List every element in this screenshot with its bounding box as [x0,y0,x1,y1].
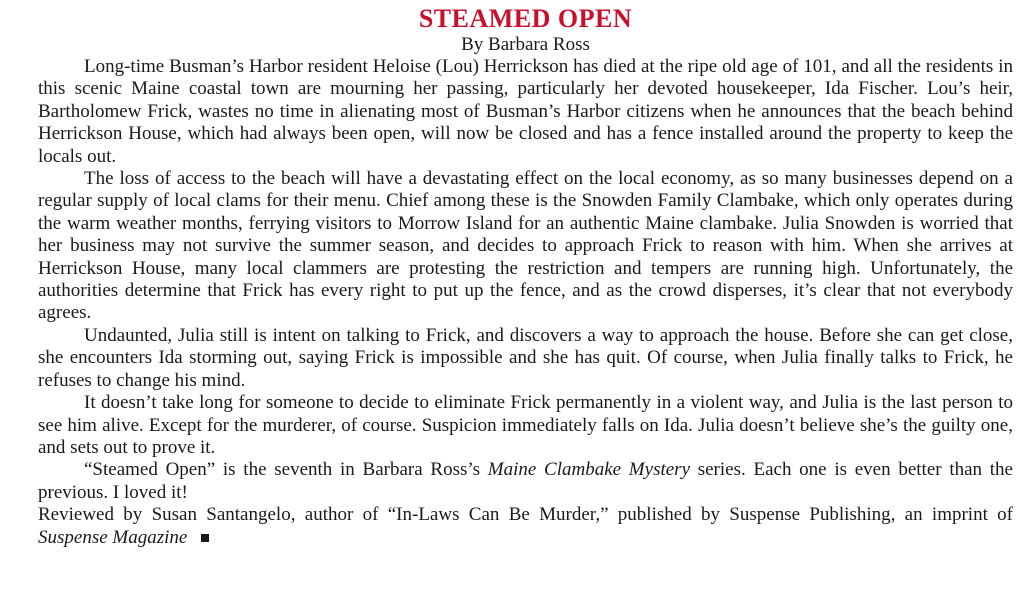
article-title: STEAMED OPEN [418,4,633,33]
paragraph: Undaunted, Julia still is intent on talking to Frick, and discovers a way to approach the house. Before she can get close, she encounters Ida storming out, saying Frick is impossible and she has quit. Of course, when Julia finally talks to Frick, he refuses to change his mind. [38,324,1013,391]
end-mark-icon [201,534,209,542]
byline: By Barbara Ross [461,34,590,55]
series-name: Maine Clambake Mystery [487,459,690,481]
paragraph: Long-time Busman’s Harbor resident Heloise (Lou) Herrickson has died at the ripe old age of 101, and all the residents in this scenic Maine coastal town are mourning her passing, particularly her devoted housekeeper, Ida Fischer. Lou’s heir, Bartholomew Frick, wastes no time in alienating most of Busman’s Harbor citizens when he announces that the beach behind Herrickson House, which had always been open, will now be closed and has a fence installed around the property to keep the locals out. [38,56,1013,167]
review-credit [38,504,1013,549]
article [38,4,1013,549]
magazine-name: Suspense Magazine [38,526,188,548]
closing-paragraph [38,459,1013,504]
paragraph: The loss of access to the beach will have a devastating effect on the local economy, as so many businesses depend on a regular supply of local clams for their menu. Chief among these is the Snowden Family Clambake, which only operates during the warm weather months, ferrying visitors to Morrow Island for an authentic Maine clambake. Julia Snowden is worried that her business may not survive the summer season, and decides to approach Frick to reason with him. When she arrives at Herrickson House, many local clammers are protesting the restriction and tempers are running high. Unfortunately, the authorities determine that Frick has every right to put up the fence, and as the crowd disperses, it’s clear that not everybody agrees. [38,168,1013,324]
closing-text-end: series. Each one is even better than the previous. I loved it! [38,459,1013,503]
review-credit-text: Reviewed by Susan Santangelo, author of “In-Laws Can Be Murder,” published by Suspense Publishing, an imprint of [38,504,1013,526]
paragraph: It doesn’t take long for someone to decide to eliminate Frick permanently in a violent way, and Julia is the last person to see him alive. Except for the murderer, of course. Suspicion immediately falls on Ida. Julia doesn’t believe she’s the guilty one, and sets out to prove it. [38,392,1013,458]
closing-text-start: “Steamed Open” is the seventh in Barbara Ross’s [84,459,488,481]
article-body [38,56,1013,549]
